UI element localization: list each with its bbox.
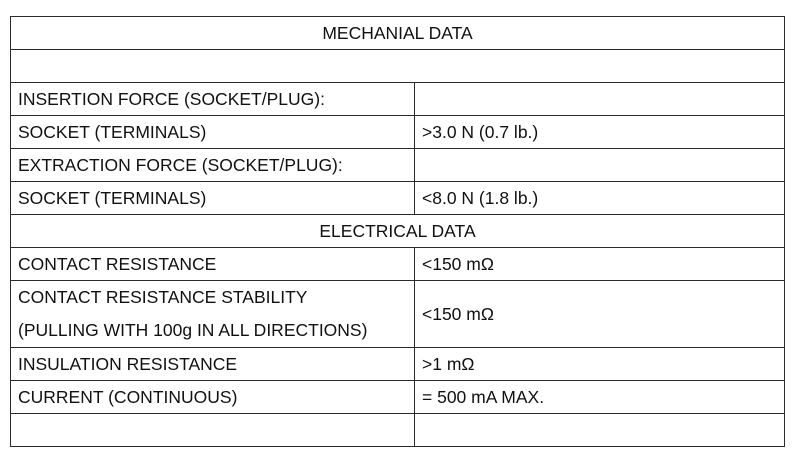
spec-label: CURRENT (CONTINUOUS) bbox=[11, 381, 415, 414]
spec-label: INSERTION FORCE (SOCKET/PLUG): bbox=[11, 83, 415, 116]
spec-label: CONTACT RESISTANCE bbox=[11, 248, 415, 281]
empty-row bbox=[11, 414, 785, 447]
table-row bbox=[11, 348, 785, 381]
spec-label-line: CONTACT RESISTANCE STABILITY bbox=[18, 287, 308, 307]
spec-label: INSULATION RESISTANCE bbox=[11, 348, 415, 381]
spec-label: SOCKET (TERMINALS) bbox=[11, 182, 415, 215]
spec-value bbox=[415, 83, 785, 116]
empty-cell bbox=[11, 50, 785, 83]
spec-value bbox=[415, 149, 785, 182]
section-header-row bbox=[11, 17, 785, 50]
table-row bbox=[11, 83, 785, 116]
spec-value: = 500 mA MAX. bbox=[415, 381, 785, 414]
section-header-row bbox=[11, 215, 785, 248]
table-row bbox=[11, 182, 785, 215]
table-row bbox=[11, 381, 785, 414]
empty-cell bbox=[11, 414, 415, 447]
spec-table bbox=[10, 16, 785, 447]
spec-label bbox=[11, 281, 415, 348]
spec-value: <8.0 N (1.8 lb.) bbox=[415, 182, 785, 215]
empty-row bbox=[11, 50, 785, 83]
table-row bbox=[11, 281, 785, 348]
table-row bbox=[11, 149, 785, 182]
spec-label: EXTRACTION FORCE (SOCKET/PLUG): bbox=[11, 149, 415, 182]
table-row bbox=[11, 116, 785, 149]
spec-value: >1 mΩ bbox=[415, 348, 785, 381]
section-header-mechanical: MECHANIAL DATA bbox=[11, 17, 785, 50]
section-header-electrical: ELECTRICAL DATA bbox=[11, 215, 785, 248]
table-row bbox=[11, 248, 785, 281]
spec-label-line: (PULLING WITH 100g IN ALL DIRECTIONS) bbox=[18, 320, 368, 340]
empty-cell bbox=[415, 414, 785, 447]
spec-value: >3.0 N (0.7 lb.) bbox=[415, 116, 785, 149]
spec-value: <150 mΩ bbox=[415, 248, 785, 281]
spec-label: SOCKET (TERMINALS) bbox=[11, 116, 415, 149]
spec-value: <150 mΩ bbox=[415, 281, 785, 348]
